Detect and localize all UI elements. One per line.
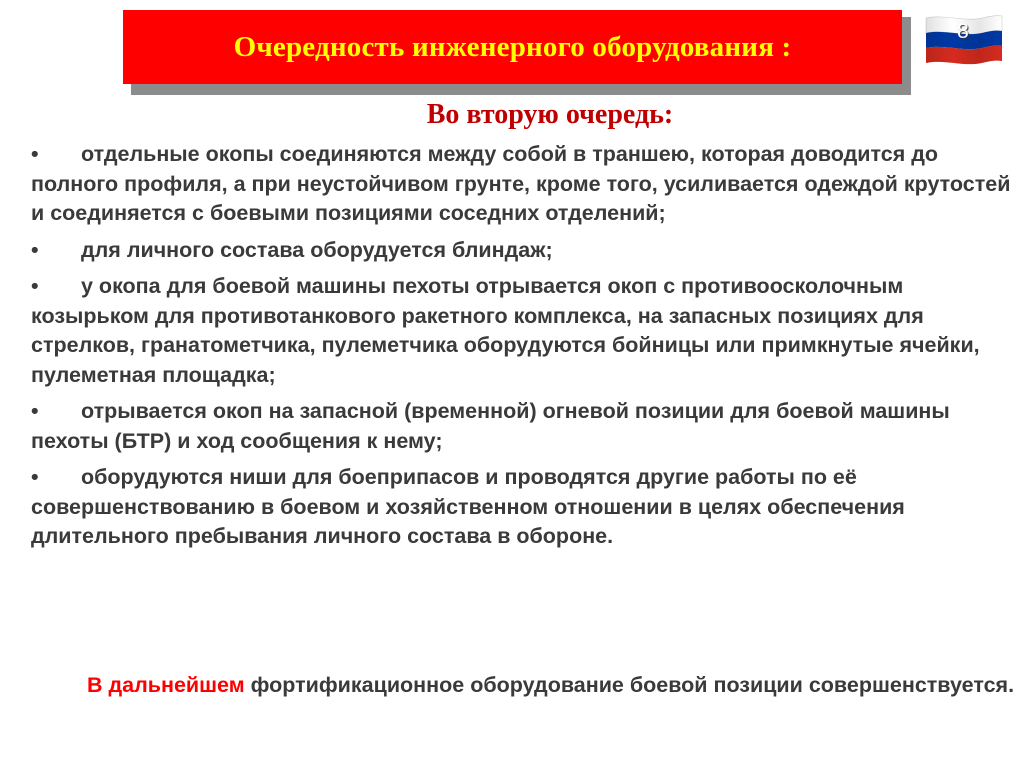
bullet-icon: • — [31, 142, 39, 166]
bullet-list — [31, 140, 1021, 559]
conclusion-text: фортификационное оборудование боевой позиции совершенствуется. — [244, 673, 1015, 697]
title-banner — [123, 10, 902, 84]
list-item-text: для личного состава оборудуется блиндаж; — [81, 237, 553, 262]
list-item-text: оборудуются ниши для боеприпасов и проводятся другие работы по её совершенствованию в боевом и хозяйственном отношении в целях обеспечения длительного пребывания личного состава в обороне. — [31, 465, 905, 548]
list-item — [31, 140, 1021, 229]
conclusion-highlight: В дальнейшем — [87, 673, 245, 697]
list-item — [31, 236, 1021, 266]
slide-number: 8 — [957, 20, 969, 43]
list-item-text: отрывается окоп на запасной (временной) огневой позиции для боевой машины пехоты (БТР) и ход сообщения к нему; — [31, 399, 950, 453]
conclusion-paragraph — [31, 671, 1021, 701]
section-subtitle: Во вторую очередь: — [426, 99, 674, 130]
bullet-icon: • — [31, 274, 39, 298]
bullet-icon: • — [31, 237, 39, 262]
list-item — [31, 463, 1021, 552]
list-item-text: у окопа для боевой машины пехоты отрывается окоп с противоосколочным козырьком для противотанкового ракетного комплекса, на запасных позициях для стрелков, гранатометчика, пулеметчика оборудуются бойницы или примкнутые ячейки, пулеметная площадка; — [31, 274, 980, 387]
slide-title: Очередность инженерного оборудования : — [233, 30, 792, 63]
list-item — [31, 272, 1021, 390]
list-item — [31, 397, 1021, 456]
bullet-icon: • — [31, 465, 39, 489]
list-item-text: отдельные окопы соединяются между собой в траншею, которая доводится до полного профиля, а при неустойчивом грунте, кроме того, усиливается одеждой крутостей и соединяется с боевыми позициями соседних отделений; — [31, 142, 1011, 225]
bullet-icon: • — [31, 399, 39, 423]
